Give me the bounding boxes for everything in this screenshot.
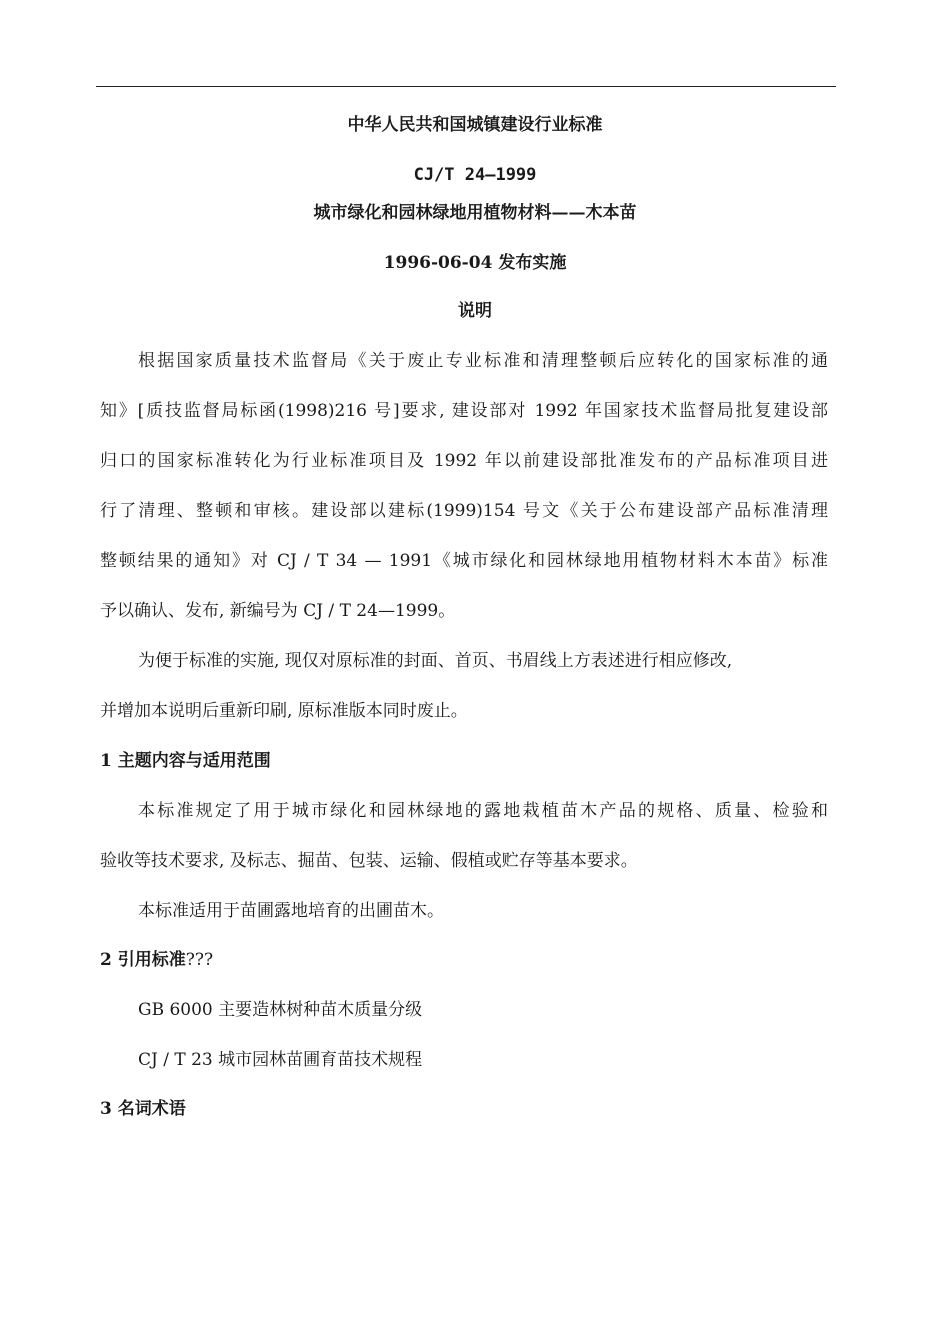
reference-item: GB 6000 主要造林树种苗木质量分级 (138, 1000, 423, 1020)
header-rule (96, 86, 836, 87)
section-2-heading-text: 2 引用标准 (100, 950, 186, 970)
paragraph-line: 予以确认、发布, 新编号为 CJ / T 24—1999。 (100, 601, 456, 621)
paragraph-line: 为便于标准的实施, 现仅对原标准的封面、首页、书眉线上方表述进行相应修改, (138, 651, 733, 671)
paragraph-line: 验收等技术要求, 及标志、掘苗、包装、运输、假植或贮存等基本要求。 (100, 851, 638, 871)
section-1-paragraph-2: 本标准适用于苗圃露地培育的出圃苗木。 (138, 901, 444, 921)
release-date: 1996-06-04 发布实施 (383, 253, 567, 273)
paragraph-line: 并增加本说明后重新印刷, 原标准版本同时废止。 (100, 701, 468, 721)
section-3-heading: 3 名词术语 (100, 1099, 186, 1119)
standard-code: CJ/T 24—1999 (413, 165, 537, 185)
paragraph-line: 本标准规定了用于城市绿化和园林绿地的露地栽植苗木产品的规格、质量、检验和 (138, 801, 828, 821)
paragraph-line: 整顿结果的通知》对 CJ / T 34 — 1991《城市绿化和园林绿地用植物材料木本苗》标准 (100, 551, 828, 571)
reference-item: CJ / T 23 城市园林苗圃育苗技术规程 (138, 1050, 423, 1070)
section-2-heading-suffix: ??? (185, 950, 214, 970)
standard-title: 城市绿化和园林绿地用植物材料——木本苗 (313, 203, 637, 223)
paragraph-line: 根据国家质量技术监督局《关于废止专业标准和清理整顿后应转化的国家标准的通 (138, 351, 828, 371)
paragraph-line: 知》[质技监督局标函(1998)216 号]要求, 建设部对 1992 年国家技术监督局批复建设部 (100, 401, 828, 421)
paragraph-line: 归口的国家标准转化为行业标准项目及 1992 年以前建设部批准发布的产品标准项目进 (100, 451, 828, 471)
section-2-heading (100, 949, 213, 971)
section-1-heading: 1 主题内容与适用范围 (100, 751, 271, 771)
section-title: 说明 (458, 301, 492, 321)
org-title: 中华人民共和国城镇建设行业标准 (347, 115, 603, 135)
paragraph-line: 行了清理、整顿和审核。建设部以建标(1999)154 号文《关于公布建设部产品标准清理 (100, 501, 828, 521)
